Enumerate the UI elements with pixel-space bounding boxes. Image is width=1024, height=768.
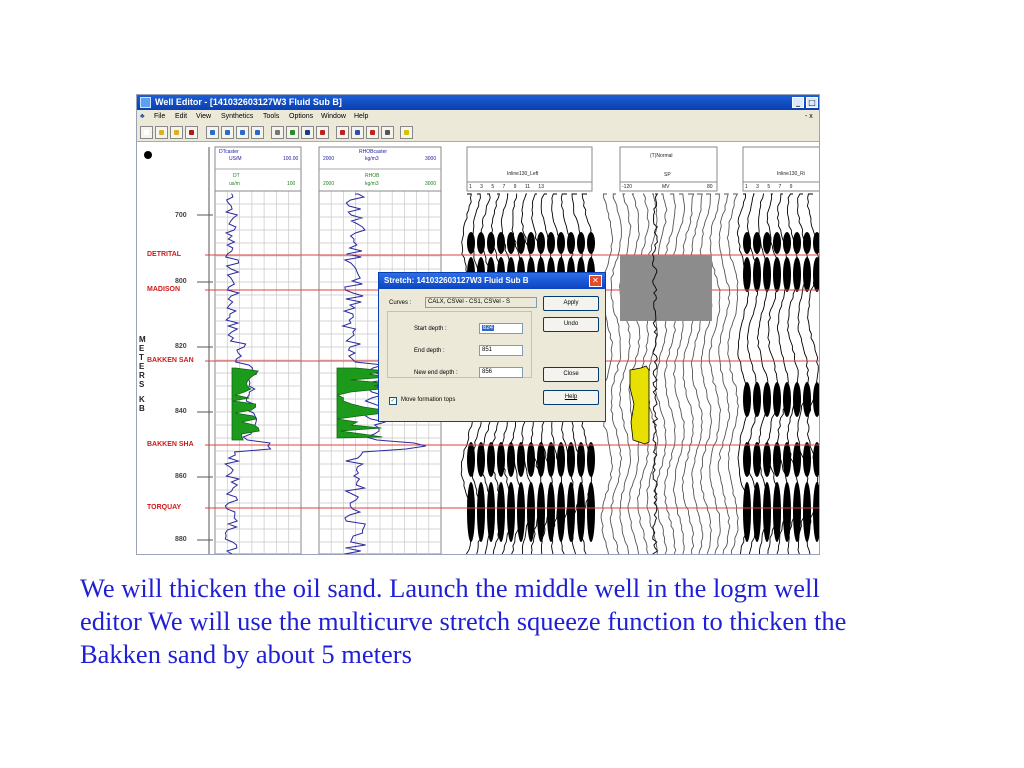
stretch-dialog: [378, 272, 606, 422]
sp-scale-left: -120: [622, 184, 633, 190]
trace-peak: [763, 482, 771, 542]
trace-peak: [813, 232, 820, 254]
track1-scale-right: 100.00: [283, 156, 299, 162]
doc-icon: ♣: [140, 113, 145, 120]
trace-peak: [813, 482, 820, 542]
new-icon[interactable]: [140, 126, 153, 139]
trace: [610, 194, 622, 554]
trace-peak: [517, 232, 525, 254]
trace-peak: [467, 442, 475, 477]
trace-peak: [793, 442, 801, 477]
trace-peak: [753, 442, 761, 477]
trace-peak: [467, 232, 475, 254]
trace-peak: [507, 232, 515, 254]
trace-peak: [803, 257, 811, 292]
trace-peak: [577, 442, 585, 477]
unit-letter: E: [139, 344, 145, 353]
track1-curve-dt: DT: [233, 173, 240, 179]
synthetic-left-title: Inline130_Left: [507, 171, 539, 177]
menu-help[interactable]: Help: [354, 113, 369, 120]
track2-curve-name: RHOBcaster: [359, 149, 388, 155]
menu-bar: [137, 110, 820, 123]
trace: [673, 194, 684, 554]
minimize-button[interactable]: _: [792, 97, 804, 108]
trace-peak: [793, 257, 801, 292]
track2-scale-right: 3000: [425, 156, 437, 162]
trace-peak: [537, 232, 545, 254]
trace-peak: [813, 442, 820, 477]
synthetic-right-ticks: 1 3 5 7 9: [745, 184, 793, 190]
trace-peak: [813, 257, 820, 292]
depth-label-800: 800: [175, 278, 187, 285]
curves-label: Curves :: [389, 300, 412, 306]
end-depth-input[interactable]: 851: [479, 345, 523, 356]
trace-peak: [743, 482, 751, 542]
trace-peak: [783, 482, 791, 542]
synthetic-traces-center: [601, 194, 738, 554]
new-end-depth-input[interactable]: 856: [479, 367, 523, 378]
save-icon[interactable]: [185, 126, 198, 139]
trace-peak: [477, 232, 485, 254]
trace-peak: [557, 482, 565, 542]
curves-field[interactable]: CALX, CSVel - CS1, CSVel - S: [425, 297, 537, 308]
sp-scale-right: 80: [707, 184, 713, 190]
stretch-icon[interactable]: [336, 126, 349, 139]
top-label-detrital: DETRITAL: [147, 251, 182, 258]
trace-peak: [467, 482, 475, 542]
top-label-torquay: TORQUAY: [147, 504, 182, 511]
close-icon[interactable]: ✕: [589, 275, 602, 287]
top-label-bakken-sha: BAKKEN SHA: [147, 441, 194, 448]
toolbar: [137, 123, 820, 142]
new-end-depth-label: New end depth :: [414, 370, 458, 376]
start-depth-input[interactable]: [479, 323, 523, 334]
edit-tops-icon[interactable]: [366, 126, 379, 139]
track1-unit-2: us/m: [229, 181, 240, 187]
unit-letter: E: [139, 362, 145, 371]
trace-peak: [803, 232, 811, 254]
trace: [727, 194, 738, 554]
menu-options[interactable]: Options: [289, 113, 314, 120]
track1-scale-right-2: 100: [287, 181, 296, 187]
zoom-in-2-icon[interactable]: [236, 126, 249, 139]
trace-peak: [547, 232, 555, 254]
trace: [664, 194, 676, 554]
trace-peak: [773, 442, 781, 477]
open-icon[interactable]: [155, 126, 168, 139]
depth-label-880: 880: [175, 536, 187, 543]
trace-peak: [743, 382, 751, 417]
end-depth-label: End depth :: [414, 348, 445, 354]
synthetic-traces-right: [737, 194, 820, 554]
trace-peak: [517, 442, 525, 477]
trace-peak: [487, 482, 495, 542]
track2-curve-rhob: RHOB: [365, 173, 380, 179]
inner-window-controls[interactable]: - x: [805, 113, 813, 120]
depth-ticks: [197, 215, 213, 540]
trace-peak: [793, 232, 801, 254]
menu-view[interactable]: View: [196, 113, 212, 120]
unit-letter: B: [139, 404, 145, 413]
help-icon[interactable]: [400, 126, 413, 139]
trace-peak: [497, 232, 505, 254]
slide-caption: We will thicken the oil sand. Launch the middle well in the logm well editor We will use the multicurve stretch squeeze function to thicken the Bakken sand by about 5 meters: [80, 573, 847, 669]
track1-unit: US/M: [229, 156, 242, 162]
trace-peak: [507, 442, 515, 477]
trace-peak: [567, 482, 575, 542]
trace-peak: [547, 482, 555, 542]
trace-peak: [763, 442, 771, 477]
trace-peak: [803, 442, 811, 477]
grid-icon[interactable]: [301, 126, 314, 139]
trace-peak: [557, 232, 565, 254]
trace-peak: [793, 482, 801, 542]
trace-peak: [783, 442, 791, 477]
trace-peak: [763, 232, 771, 254]
trace-peak: [773, 257, 781, 292]
stretch-dialog-title: Stretch: 141032603127W3 Fluid Sub B: [384, 276, 529, 285]
trace-peak: [793, 382, 801, 417]
open-folder-icon[interactable]: [170, 126, 183, 139]
trace-peak: [743, 232, 751, 254]
trace-peak: [567, 232, 575, 254]
trace-peak: [567, 442, 575, 477]
circle-icon[interactable]: [286, 126, 299, 139]
depth-label-700: 700: [175, 212, 187, 219]
trace-peak: [547, 442, 555, 477]
menu-edit[interactable]: Edit: [175, 113, 188, 120]
trace-peak: [803, 382, 811, 417]
unit-letter: M: [139, 335, 146, 344]
trace-peak: [587, 232, 595, 254]
trace-peak: [487, 232, 495, 254]
trace-peak: [477, 482, 485, 542]
track2-scale-left-2: 2000: [323, 181, 335, 187]
trace-peak: [753, 232, 761, 254]
trace-peak: [773, 382, 781, 417]
trace-peak: [783, 382, 791, 417]
track2-unit-2: kg/m3: [365, 181, 379, 187]
trace-peak: [537, 442, 545, 477]
track2-scale-left: 2000: [323, 156, 335, 162]
stretch-dialog-title-bar: [379, 273, 605, 289]
multi-icon[interactable]: [381, 126, 394, 139]
trace-peak: [507, 482, 515, 542]
zoom-out-icon[interactable]: [221, 126, 234, 139]
trace-peak: [517, 482, 525, 542]
trace-peak: [577, 482, 585, 542]
maximize-button[interactable]: □: [806, 97, 818, 108]
trace-peak: [753, 257, 761, 292]
trace-peak: [773, 482, 781, 542]
sp-track-title: (T)Normal: [650, 153, 673, 159]
trace-peak: [783, 232, 791, 254]
trace-peak: [487, 442, 495, 477]
oil-sand-fill: [630, 366, 649, 444]
trace: [718, 194, 730, 554]
depth-label-860: 860: [175, 473, 187, 480]
app-icon: [140, 97, 151, 108]
track1-curve-name: DTcaster: [219, 149, 239, 155]
trace-peak: [527, 232, 535, 254]
unit-letter: S: [139, 380, 145, 389]
trace-peak: [577, 232, 585, 254]
well-editor-screenshot: [136, 94, 820, 555]
apply-button[interactable]: Apply: [543, 296, 599, 311]
shift-icon[interactable]: [351, 126, 364, 139]
start-depth-value: 824: [483, 325, 494, 331]
trace-peak: [527, 442, 535, 477]
top-label-madison: MADISON: [147, 286, 181, 293]
trace-peak: [537, 482, 545, 542]
pencil-icon[interactable]: [271, 126, 284, 139]
trace-peak: [773, 232, 781, 254]
zoom-out-2-icon[interactable]: [251, 126, 264, 139]
move-tops-label: Move formation tops: [401, 397, 456, 403]
trace-peak: [803, 482, 811, 542]
trace: [709, 194, 720, 554]
menu-window[interactable]: Window: [321, 113, 346, 120]
trace-peak: [587, 482, 595, 542]
synthetic-left-ticks: 1 3 5 7 9 11 13: [469, 184, 544, 190]
track2-scale-right-2: 3000: [425, 181, 437, 187]
move-tops-checkbox[interactable]: ✓: [390, 397, 396, 404]
trace-peak: [813, 382, 820, 417]
synthetic-icon[interactable]: [316, 126, 329, 139]
trace-peak: [753, 482, 761, 542]
trace-peak: [763, 382, 771, 417]
sand-zone-shading: [620, 255, 712, 321]
trace-peak: [477, 442, 485, 477]
trace-peak: [783, 257, 791, 292]
synthetic-right-title: Inline130_Ri: [777, 171, 805, 177]
window-title: Well Editor - [141032603127W3 Fluid Sub B]: [155, 97, 342, 107]
menu-synthetics[interactable]: Synthetics: [221, 113, 254, 120]
trace-peak: [527, 482, 535, 542]
menu-tools[interactable]: Tools: [263, 113, 280, 120]
depth-label-820: 820: [175, 343, 187, 350]
undo-button[interactable]: Undo: [543, 317, 599, 332]
help-button[interactable]: Help: [543, 390, 599, 405]
trace-peak: [763, 257, 771, 292]
trace-peak: [753, 382, 761, 417]
sp-unit: MV: [662, 184, 670, 190]
trace-peak: [557, 442, 565, 477]
trace-peak: [743, 257, 751, 292]
trace-peak: [743, 442, 751, 477]
sp-curve-name: SP: [664, 172, 671, 178]
track-marker-dot: [144, 151, 152, 159]
zoom-in-icon[interactable]: [206, 126, 219, 139]
unit-letter: K: [139, 395, 145, 404]
depth-label-840: 840: [175, 408, 187, 415]
trace-peak: [497, 482, 505, 542]
trace-peak: [587, 442, 595, 477]
top-label-bakken-san: BAKKEN SAN: [147, 357, 194, 364]
unit-letter: R: [139, 371, 145, 380]
trace-peak: [497, 442, 505, 477]
start-depth-label: Start depth :: [414, 326, 447, 332]
track2-unit: kg/m3: [365, 156, 379, 162]
window-title-bar: [137, 95, 820, 110]
close-button[interactable]: Close: [543, 367, 599, 382]
menu-file[interactable]: File: [154, 113, 166, 120]
unit-letter: T: [139, 353, 144, 362]
